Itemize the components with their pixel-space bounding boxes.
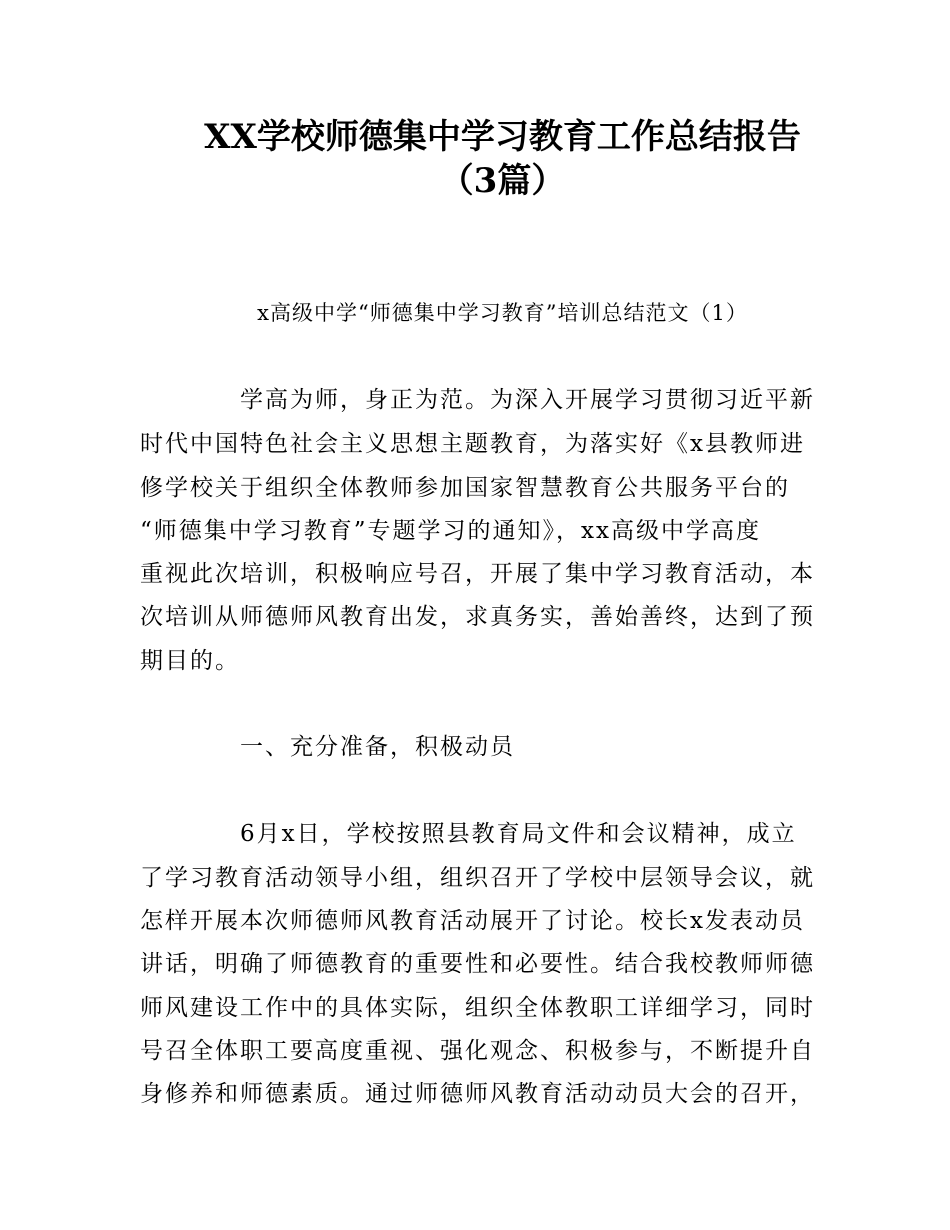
article-subtitle: x高级中学“师德集中学习教育”培训总结范文（1） [257, 301, 748, 325]
paragraph-line: 号召全体职工要高度重视、强化观念、积极参与，不断提升自 [140, 1038, 815, 1064]
paragraph-line: 时代中国特色社会主义思想主题教育，为落实好《x县教师进 [140, 431, 805, 457]
paragraph-line: 师风建设工作中的具体实际，组织全体教职工详细学习，同时 [140, 995, 815, 1021]
paragraph-line: “师德集中学习教育”专题学习的通知》，xx高级中学高度 [140, 518, 761, 544]
paragraph-line: 了学习教育活动领导小组，组织召开了学校中层领导会议，就 [140, 865, 815, 891]
document-title: XX学校师德集中学习教育工作总结报告 [204, 117, 801, 157]
paragraph-line: 重视此次培训，积极响应号召，开展了集中学习教育活动，本 [140, 561, 815, 587]
document-title-count: （3篇） [439, 161, 566, 201]
paragraph-line: 身修养和师德素质。通过师德师风教育活动动员大会的召开， [140, 1081, 815, 1107]
paragraph-line: 学高为师，身正为范。为深入开展学习贯彻习近平新 [240, 387, 815, 413]
paragraph-line: 怎样开展本次师德师风教育活动展开了讨论。校长x发表动员 [140, 908, 805, 934]
paragraph-line: 6月x日，学校按照县教育局文件和会议精神，成立 [240, 821, 797, 847]
section-heading: 一、充分准备，积极动员 [240, 734, 515, 760]
paragraph-line: 次培训从师德师风教育出发，求真务实，善始善终，达到了预 [140, 604, 815, 630]
paragraph-line: 讲话，明确了师德教育的重要性和必要性。结合我校教师师德 [140, 951, 815, 977]
paragraph-line: 期目的。 [140, 648, 240, 674]
paragraph-line: 修学校关于组织全体教师参加国家智慧教育公共服务平台的 [140, 475, 790, 501]
